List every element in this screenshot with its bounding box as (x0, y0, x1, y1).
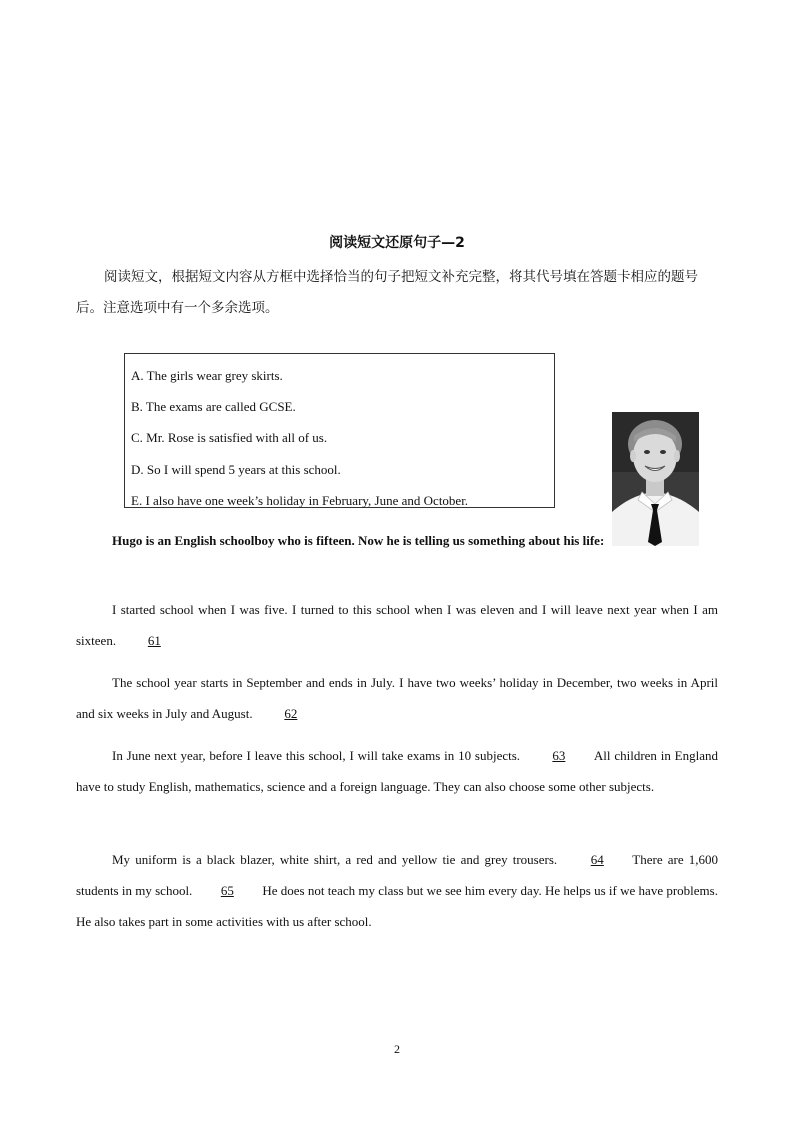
option-d: D. So I will spend 5 years at this school. (131, 461, 341, 477)
answer-blank-62[interactable]: 62 (284, 706, 298, 721)
paragraph-text: He does not teach my class but we see him every day. He helps us if we have problems. He also takes part in some activities with us after school. (76, 883, 718, 929)
paragraph-text: I started school when I was five. I turned to this school when I was eleven and I will leave next year when I am sixteen. (76, 602, 718, 648)
options-box (124, 353, 555, 508)
paragraph-text: The school year starts in September and ends in July. I have two weeks’ holiday in December, two weeks in April and six weeks in July and August. (76, 675, 718, 721)
paragraph-text: All children in England have to study English, mathematics, science and a foreign language. They can also choose some other subjects. (76, 748, 718, 794)
instructions: 阅读短文，根据短文内容从方框中选择恰当的句子把短文补充完整，将其代号填在答题卡相应的题号后。注意选项中有一个多余选项。 (76, 269, 698, 316)
paragraph-2 (76, 667, 718, 729)
worksheet-title: 阅读短文还原句子—2 (329, 235, 465, 251)
schoolboy-photo (612, 412, 699, 546)
option-e: E. I also have one week’s holiday in February, June and October. (131, 492, 469, 508)
paragraph-text: There are 1,600 students in my school. (76, 852, 718, 898)
story-intro: Hugo is an English schoolboy who is fifteen. Now he is telling us something about his life: (112, 533, 605, 548)
answer-blank-65[interactable]: 65 (220, 883, 234, 898)
option-c: C. Mr. Rose is satisfied with all of us. (131, 430, 328, 446)
paragraph-1 (76, 594, 718, 656)
answer-blank-64[interactable]: 64 (590, 852, 604, 867)
option-b: B. The exams are called GCSE. (131, 399, 296, 415)
paragraph-4 (76, 844, 718, 937)
answer-blank-61[interactable]: 61 (147, 633, 161, 648)
paragraph-text: In June next year, before I leave this school, I will take exams in 10 subjects. (112, 748, 524, 763)
paragraph-text: My uniform is a black blazer, white shirt, a red and yellow tie and grey trousers. (112, 852, 563, 867)
paragraph-3 (76, 740, 718, 802)
answer-blank-63[interactable]: 63 (552, 748, 566, 763)
option-a: A. The girls wear grey skirts. (131, 368, 283, 383)
page-number: 2 (394, 1042, 400, 1056)
